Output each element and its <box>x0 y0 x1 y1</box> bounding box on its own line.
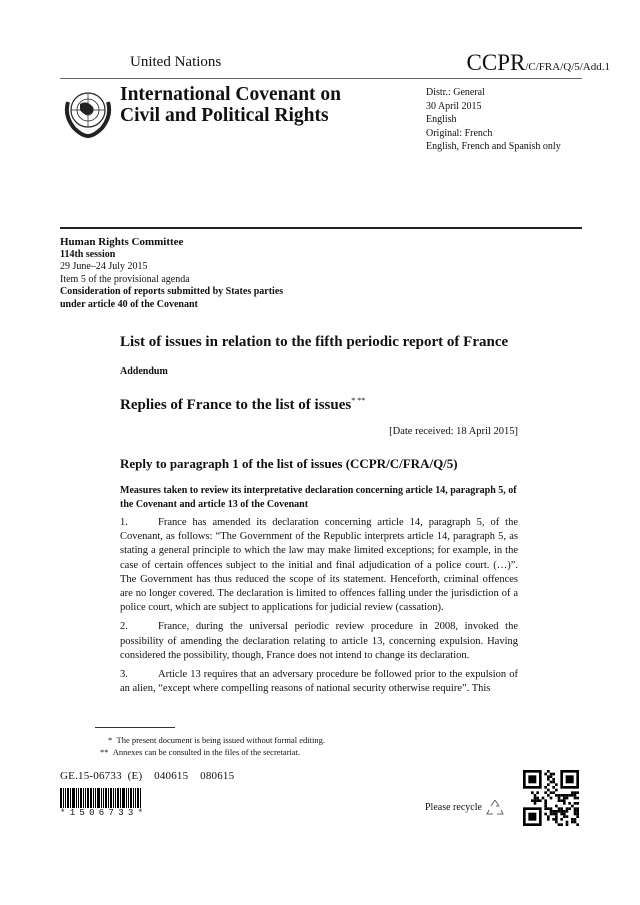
barcode-bar <box>80 788 82 808</box>
footnote-rule <box>95 727 175 728</box>
barcode-bar <box>93 788 94 808</box>
job-code: GE.15-06733 (E) 040615 080615 <box>60 770 235 782</box>
footnote-mark: * <box>108 735 113 745</box>
barcode-bar <box>72 788 75 808</box>
barcode-bar <box>95 788 96 808</box>
document-heading: List of issues in relation to the fifth periodic report of France <box>120 334 509 350</box>
distribution-line: English <box>426 114 457 126</box>
paragraph <box>120 668 518 696</box>
barcode-bar <box>128 788 129 808</box>
paragraph <box>120 516 518 615</box>
barcode-bar <box>76 788 77 808</box>
replies-heading-text: Replies of France to the list of issues <box>120 397 352 413</box>
barcode-bar <box>78 788 79 808</box>
consideration-line: under article 40 of the Covenant <box>60 298 198 310</box>
barcode-bar <box>83 788 84 808</box>
footnote <box>100 747 300 757</box>
barcode-bar <box>87 788 89 808</box>
covenant-title <box>120 84 341 126</box>
barcode-icon <box>60 788 152 808</box>
replies-heading <box>120 396 365 414</box>
paragraphs <box>120 516 518 701</box>
footnote-text: Annexes can be consulted in the files of the secretariat. <box>112 747 301 757</box>
barcode-bar <box>120 788 121 808</box>
paragraph <box>120 620 518 663</box>
barcode-bar <box>85 788 86 808</box>
organization-name: United Nations <box>130 54 222 70</box>
barcode-bar <box>130 788 132 808</box>
paragraph-text: Article 13 requires that an adversary procedure be followed prior to the expulsion of an alien, “except where compelling reasons of national security otherwise require”. This <box>120 669 518 695</box>
barcode-bar <box>140 788 141 808</box>
barcode-bar <box>70 788 71 808</box>
paragraph-number: 2. <box>120 621 128 633</box>
document-symbol <box>467 50 610 76</box>
session: 114th session <box>60 248 116 260</box>
barcode-bar <box>90 788 92 808</box>
barcode-bar <box>103 788 104 808</box>
barcode-bar <box>97 788 100 808</box>
barcode-bar <box>110 788 112 808</box>
barcode-bar <box>117 788 119 808</box>
qr-code-icon <box>523 770 579 826</box>
distribution-line: English, French and Spanish only <box>426 141 561 153</box>
barcode-bar <box>115 788 116 808</box>
symbol-suffix: /C/FRA/Q/5/Add.1 <box>525 61 610 73</box>
barcode-bar <box>135 788 136 808</box>
footnote-mark: ** <box>100 747 109 757</box>
paragraph-number: 3. <box>120 669 128 681</box>
barcode-bar <box>65 788 66 808</box>
subheading: Measures taken to review its interpretative declaration concerning article 14, paragraph 5, of the Covenant and article 13 of the Covenant <box>120 485 517 510</box>
barcode-bar <box>67 788 69 808</box>
consideration-line: Consideration of reports submitted by States parties <box>60 286 284 298</box>
distribution-line: 30 April 2015 <box>426 100 482 112</box>
barcode-bar <box>108 788 109 808</box>
paragraph-number: 1. <box>120 517 128 528</box>
barcode-bar <box>133 788 134 808</box>
un-emblem-icon <box>60 84 116 140</box>
footnote <box>108 735 325 745</box>
barcode-bar <box>113 788 114 808</box>
distribution-line: Original: French <box>426 127 493 139</box>
footnote-marks: * ** <box>351 396 366 405</box>
recycle-notice <box>425 798 505 816</box>
barcode-bar <box>60 788 62 808</box>
paragraph-text: France has amended its declaration concerning article 14, paragraph 5, of the Covenant, as follows: “The Government of the Republic interprets article 14, paragraph 5, as stating a general principle to which the law may make limited exceptions; for example, in the case of certain offences subject to the initial and final adjudication of a police court. (…)”. The Government has thus reduced the scope of its statement. Henceforth, criminal offences are no longer covered. The declaration is limited to offences falling under the jurisdiction of a police court, which are subject to applications for judicial review (cassation). <box>120 517 518 614</box>
distribution-block <box>426 86 561 154</box>
distribution-line: Distr.: General <box>426 87 485 98</box>
barcode-bar <box>63 788 64 808</box>
date-received: [Date received: 18 April 2015] <box>389 426 518 437</box>
barcode-bar <box>101 788 102 808</box>
section-rule <box>60 227 582 229</box>
section-heading: Reply to paragraph 1 of the list of issues (CCPR/C/FRA/Q/5) <box>120 456 458 471</box>
title-line-2: Civil and Political Rights <box>120 105 329 126</box>
session-dates: 29 June–24 July 2015 <box>60 261 148 273</box>
recycle-text: Please recycle <box>425 801 482 813</box>
title-line-1: International Covenant on <box>120 84 342 105</box>
paragraph-text: France, during the universal periodic review procedure in 2008, invoked the possibility of amending the declaration relating to article 13, concerning expulsion. Having considered the possibility, though, France does not intend to change its declaration. <box>120 621 518 661</box>
committee-name: Human Rights Committee <box>60 236 184 248</box>
committee-block <box>60 236 283 312</box>
header-rule <box>60 78 582 79</box>
barcode-bar <box>122 788 125 808</box>
barcode-number: *1506733* <box>60 808 148 818</box>
symbol-main: CCPR <box>466 50 526 75</box>
barcode-bar <box>105 788 107 808</box>
agenda-item: Item 5 of the provisional agenda <box>60 273 190 285</box>
recycle-icon <box>485 798 505 816</box>
addendum-label: Addendum <box>120 366 168 377</box>
barcode-bar <box>137 788 139 808</box>
barcode-bar <box>126 788 127 808</box>
footnote-text: The present document is being issued without formal editing. <box>116 735 325 745</box>
